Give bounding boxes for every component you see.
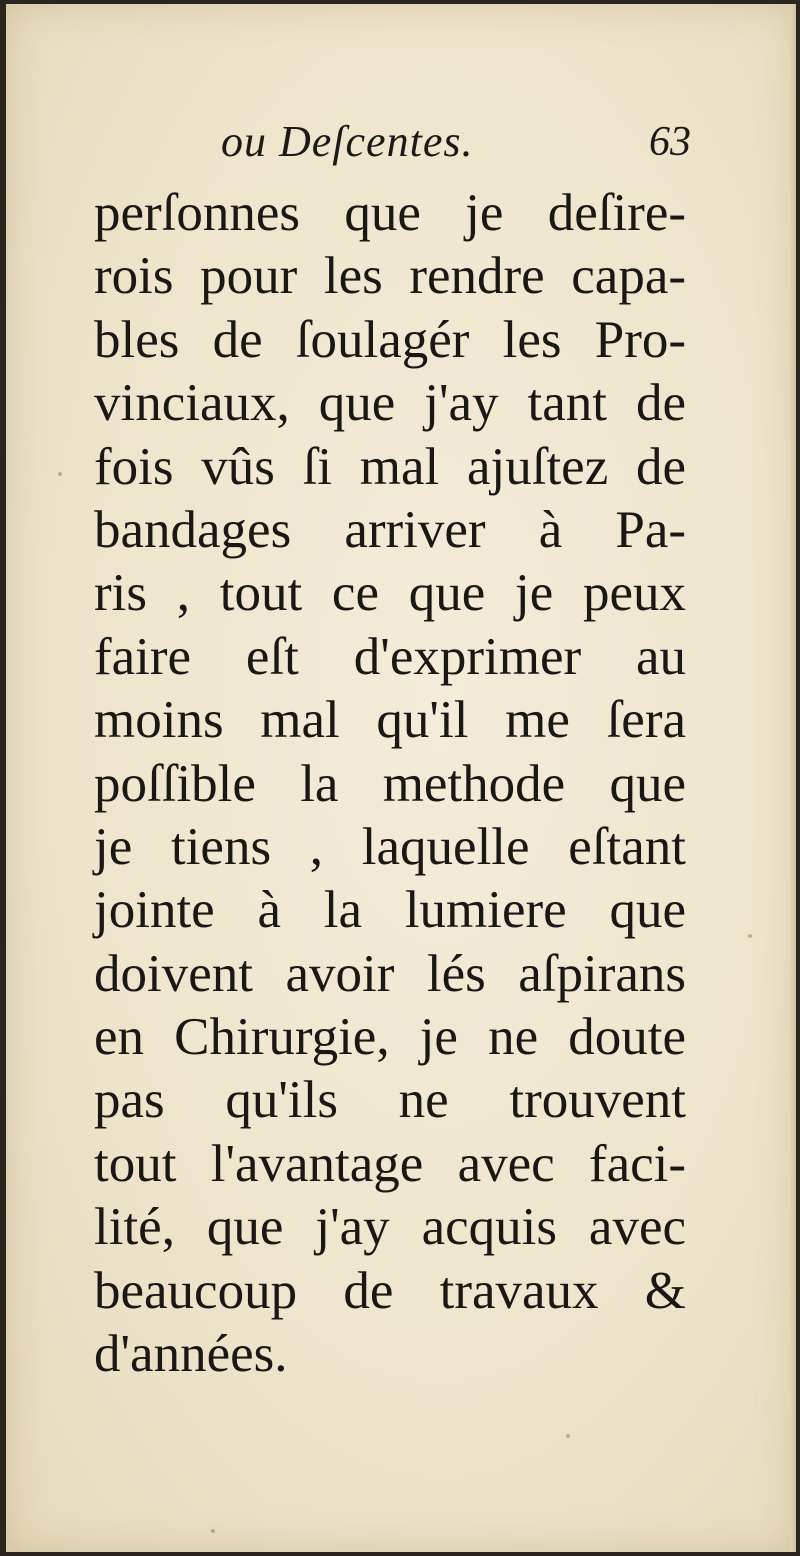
page-number: 63 bbox=[649, 119, 691, 165]
text-line: perſonnes que je deſire- bbox=[94, 184, 686, 242]
page-edge bbox=[790, 4, 796, 1552]
text-line: rois pour les rendre capa- bbox=[94, 247, 686, 306]
text-line: faire eſt d'exprimer au bbox=[94, 627, 686, 686]
text-line: tout l'avantage avec faci- bbox=[94, 1134, 686, 1193]
text-line: pas qu'ils ne trouvent bbox=[94, 1071, 686, 1130]
text-line: lité, que j'ay acquis avec bbox=[94, 1198, 686, 1257]
body-text bbox=[94, 182, 686, 1386]
text-line-last: d'années. bbox=[94, 1325, 288, 1384]
text-line: poſſible la methode que bbox=[94, 754, 686, 813]
text-line: jointe à la lumiere que bbox=[94, 881, 686, 940]
text-line: vinciaux, que j'ay tant de bbox=[94, 374, 686, 433]
page-header bbox=[221, 116, 691, 176]
paper-speck bbox=[211, 1529, 215, 1533]
text-line: je tiens , laquelle eſtant bbox=[94, 817, 686, 876]
paper-speck bbox=[58, 472, 62, 476]
text-line: moins mal qu'il me ſera bbox=[94, 691, 686, 750]
text-line: en Chirurgie, je ne doute bbox=[94, 1008, 686, 1067]
text-line: bandages arriver à Pa- bbox=[94, 500, 686, 559]
paper-speck bbox=[748, 934, 752, 938]
running-title: ou Deſcentes. bbox=[221, 117, 474, 166]
text-line: bles de ſoulagér les Pro- bbox=[94, 310, 686, 369]
text-line: ris , tout ce que je peux bbox=[94, 564, 686, 623]
text-line: doivent avoir lés aſpirans bbox=[94, 944, 686, 1003]
text-line: beaucoup de travaux & bbox=[94, 1261, 686, 1320]
book-page bbox=[6, 4, 796, 1552]
text-line: fois vûs ſi mal ajuſtez de bbox=[94, 437, 686, 496]
paper-speck bbox=[566, 1434, 570, 1438]
